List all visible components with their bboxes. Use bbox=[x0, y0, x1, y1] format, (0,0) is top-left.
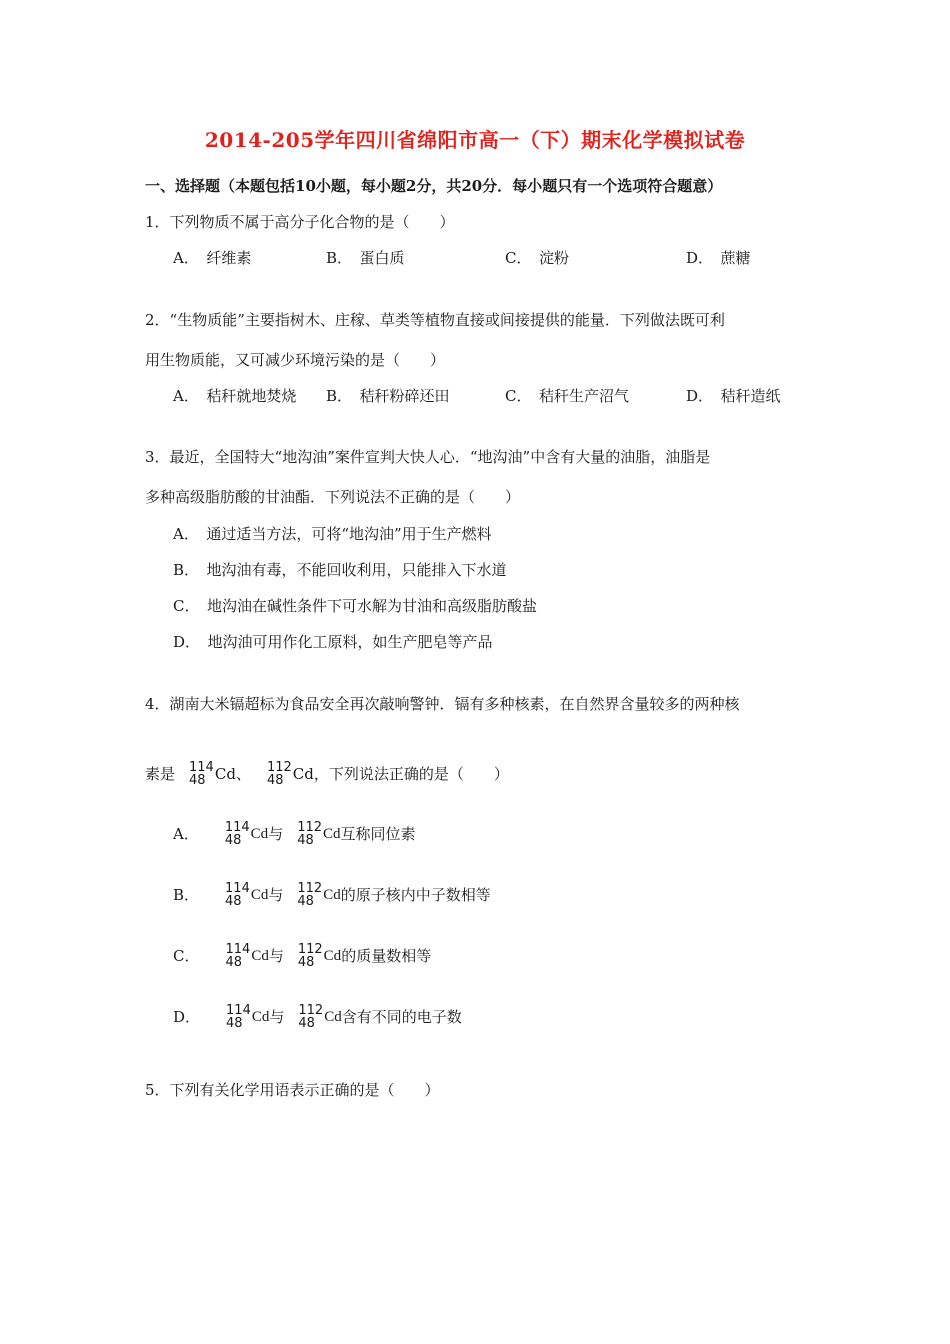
q4-option-b[interactable]: B． 114 48 Cd 与 112 48 Cd 的原子核内中子数相等 bbox=[173, 881, 491, 909]
q1-option-b[interactable]: B． 蛋白质 bbox=[326, 249, 405, 267]
q3-option-c[interactable]: C． 地沟油在碱性条件下可水解为甘油和高级脂肪酸盐 bbox=[173, 597, 537, 615]
q2-option-d[interactable]: D． 秸秆造纸 bbox=[686, 387, 781, 405]
question-3-stem-line1: 3．最近，全国特大“地沟油”案件宣判大快人心．“地沟油”中含有大量的油脂，油脂是 bbox=[145, 448, 711, 466]
q3-option-b[interactable]: B． 地沟油有毒，不能回收利用，只能排入下水道 bbox=[173, 561, 507, 579]
q4-stem-prefix: 素是 bbox=[145, 765, 176, 783]
isotope-cd-114: 114 48 bbox=[225, 881, 250, 909]
q4-stem-suffix: Cd，下列说法正确的是（ ） bbox=[292, 765, 509, 783]
page-title: 2014-205学年四川省绵阳市高一（下）期末化学模拟试卷 bbox=[204, 128, 746, 152]
q1-option-d[interactable]: D． 蔗糖 bbox=[686, 249, 751, 267]
isotope-cd-114: 114 48 bbox=[226, 1003, 251, 1031]
question-3-stem-line2: 多种高级脂肪酸的甘油酯．下列说法不正确的是（ ） bbox=[145, 488, 521, 506]
isotope-cd-114: 114 48 bbox=[225, 942, 251, 970]
section-heading: 一、选择题（本题包括10小题，每小题2分，共20分．每小题只有一个选项符合题意） bbox=[145, 177, 723, 195]
question-4-stem-line1: 4．湖南大米镉超标为食品安全再次敲响警钟．镉有多种核素，在自然界含量较多的两种核 bbox=[145, 695, 740, 713]
isotope-cd-114: 114 48 bbox=[224, 820, 250, 848]
isotope-cd-112: 112 48 bbox=[266, 760, 292, 788]
isotope-cd-112: 112 48 bbox=[297, 881, 323, 909]
isotope-cd-114: 114 48 bbox=[189, 760, 214, 788]
question-1-stem: 1．下列物质不属于高分子化合物的是（ ） bbox=[145, 213, 455, 231]
q3-option-d[interactable]: D． 地沟油可用作化工原料，如生产肥皂等产品 bbox=[173, 633, 493, 651]
q1-option-c[interactable]: C． 淀粉 bbox=[505, 249, 569, 267]
q4-stem-mid: Cd、 bbox=[214, 765, 251, 783]
isotope-cd-112: 112 48 bbox=[298, 1003, 324, 1031]
q2-option-a[interactable]: A． 秸秆就地焚烧 bbox=[173, 387, 297, 405]
question-2-stem-line2: 用生物质能，又可减少环境污染的是（ ） bbox=[145, 351, 446, 369]
q4-option-d[interactable]: D． 114 48 Cd 与 112 48 Cd 含有不同的电子数 bbox=[173, 1003, 462, 1031]
question-2-stem-line1: 2．“生物质能”主要指树木、庄稼、草类等植物直接或间接提供的能量．下列做法既可利 bbox=[145, 311, 725, 329]
question-5-stem: 5．下列有关化学用语表示正确的是（ ） bbox=[145, 1081, 440, 1099]
q4-option-a[interactable]: A． 114 48 Cd 与 112 48 Cd 互称同位素 bbox=[173, 820, 416, 848]
q2-option-b[interactable]: B． 秸秆粉碎还田 bbox=[326, 387, 450, 405]
q1-option-a[interactable]: A． 纤维素 bbox=[173, 249, 252, 267]
q3-option-a[interactable]: A． 通过适当方法，可将“地沟油”用于生产燃料 bbox=[173, 525, 492, 543]
isotope-cd-112: 112 48 bbox=[297, 942, 323, 970]
isotope-cd-112: 112 48 bbox=[297, 820, 323, 848]
q2-option-c[interactable]: C． 秸秆生产沼气 bbox=[505, 387, 629, 405]
question-4-stem-line2 bbox=[145, 758, 509, 790]
q4-option-c[interactable]: C． 114 48 Cd 与 112 48 Cd 的质量数相等 bbox=[173, 942, 432, 970]
